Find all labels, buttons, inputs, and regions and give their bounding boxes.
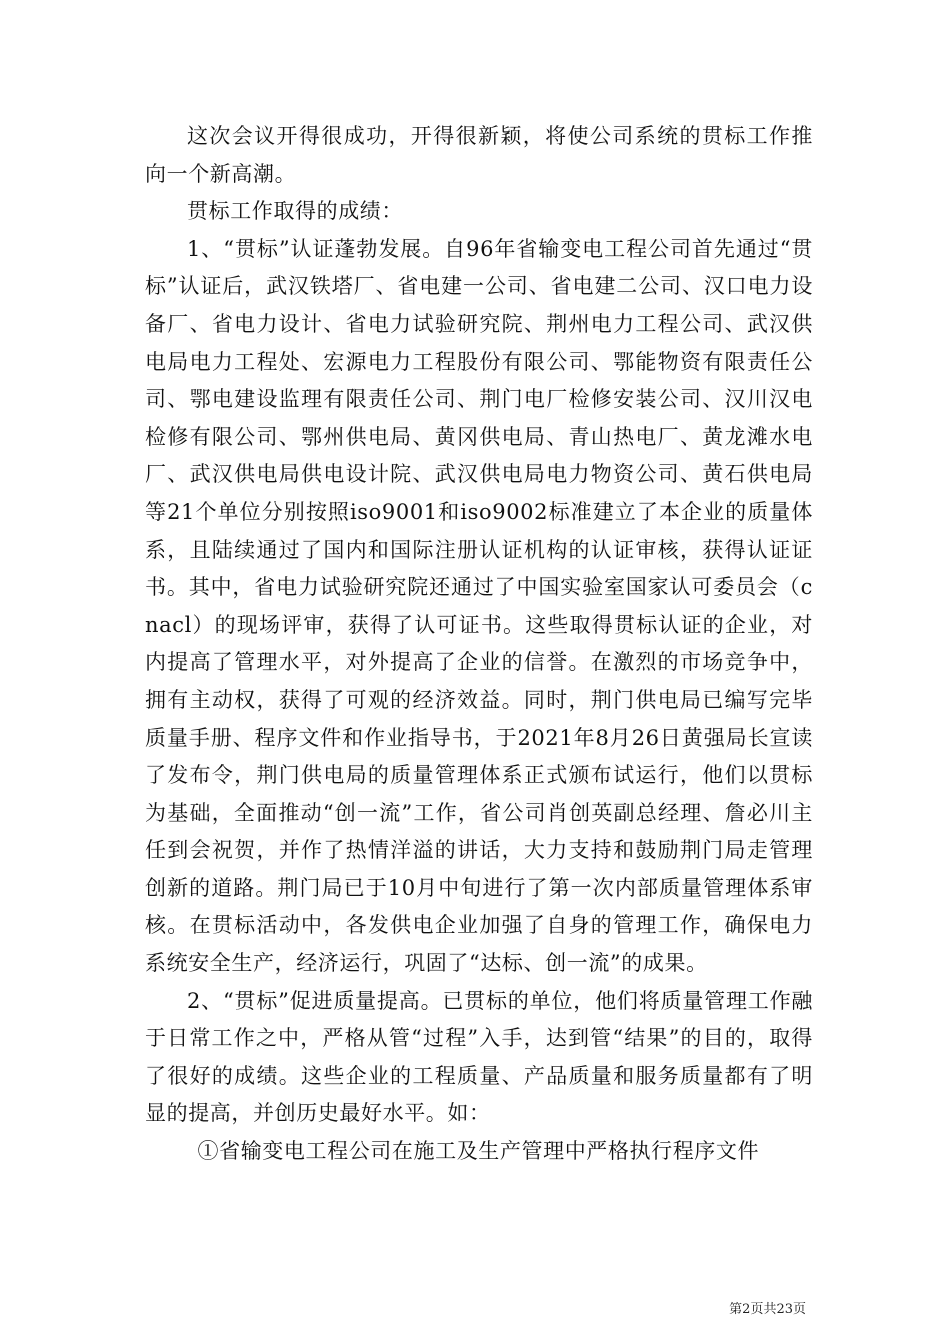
paragraph-quality-improvement: 2、“贯标”促进质量提高。已贯标的单位，他们将质量管理工作融于日常工作之中，严格从管“过程”入手，达到管“结果”的目的，取得了很好的成绩。这些企业的工程质量、产品质量和服务质量都有了明显的提高，并创历史最好水平。如： <box>145 988 813 1126</box>
document-body <box>145 118 813 1171</box>
paragraph-certification-progress: 1、“贯标”认证蓬勃发展。自96年省输变电工程公司首先通过“贯标”认证后，武汉铁塔厂、省电建一公司、省电建二公司、汉口电力设备厂、省电力设计、省电力试验研究院、荆州电力工程公司、武汉供电局电力工程处、宏源电力工程股份有限公司、鄂能物资有限责任公司、鄂电建设监理有限责任公司、荆门电厂检修安装公司、汉川汉电检修有限公司、鄂州供电局、黄冈供电局、青山热电厂、黄龙滩水电厂、武汉供电局供电设计院、武汉供电局电力物资公司、黄石供电局等21个单位分别按照iso9001和iso9002标准建立了本企业的质量体系，且陆续通过了国内和国际注册认证机构的认证审核，获得认证证书。其中，省电力试验研究院还通过了中国实验室国家认可委员会（cnacl）的现场评审，获得了认可证书。这些取得贯标认证的企业，对内提高了管理水平，对外提高了企业的信誉。在激烈的市场竞争中，拥有主动权，获得了可观的经济效益。同时，荆门供电局已编写完毕质量手册、程序文件和作业指导书，于2021年8月26日黄强局长宣读了发布令，荆门供电局的质量管理体系正式颁布试运行，他们以贯标为基础，全面推动“创一流”工作，省公司肖创英副总经理、詹必川主任到会祝贺，并作了热情洋溢的讲话，大力支持和鼓励荆门局走管理创新的道路。荆门局已于10月中旬进行了第一次内部质量管理体系审核。在贯标活动中，各发供电企业加强了自身的管理工作，确保电力系统安全生产，经济运行，巩固了“达标、创一流”的成果。 <box>145 236 813 976</box>
paragraph-meeting-summary: 这次会议开得很成功，开得很新颖，将使公司系统的贯标工作推向一个新高潮。 <box>145 124 813 186</box>
paragraph-example-item-1: ①省输变电工程公司在施工及生产管理中严格执行程序文件 <box>197 1139 760 1164</box>
paragraph-achievements-heading: 贯标工作取得的成绩： <box>187 199 403 224</box>
page-number-footer: 第2页共23页 <box>729 1302 806 1317</box>
